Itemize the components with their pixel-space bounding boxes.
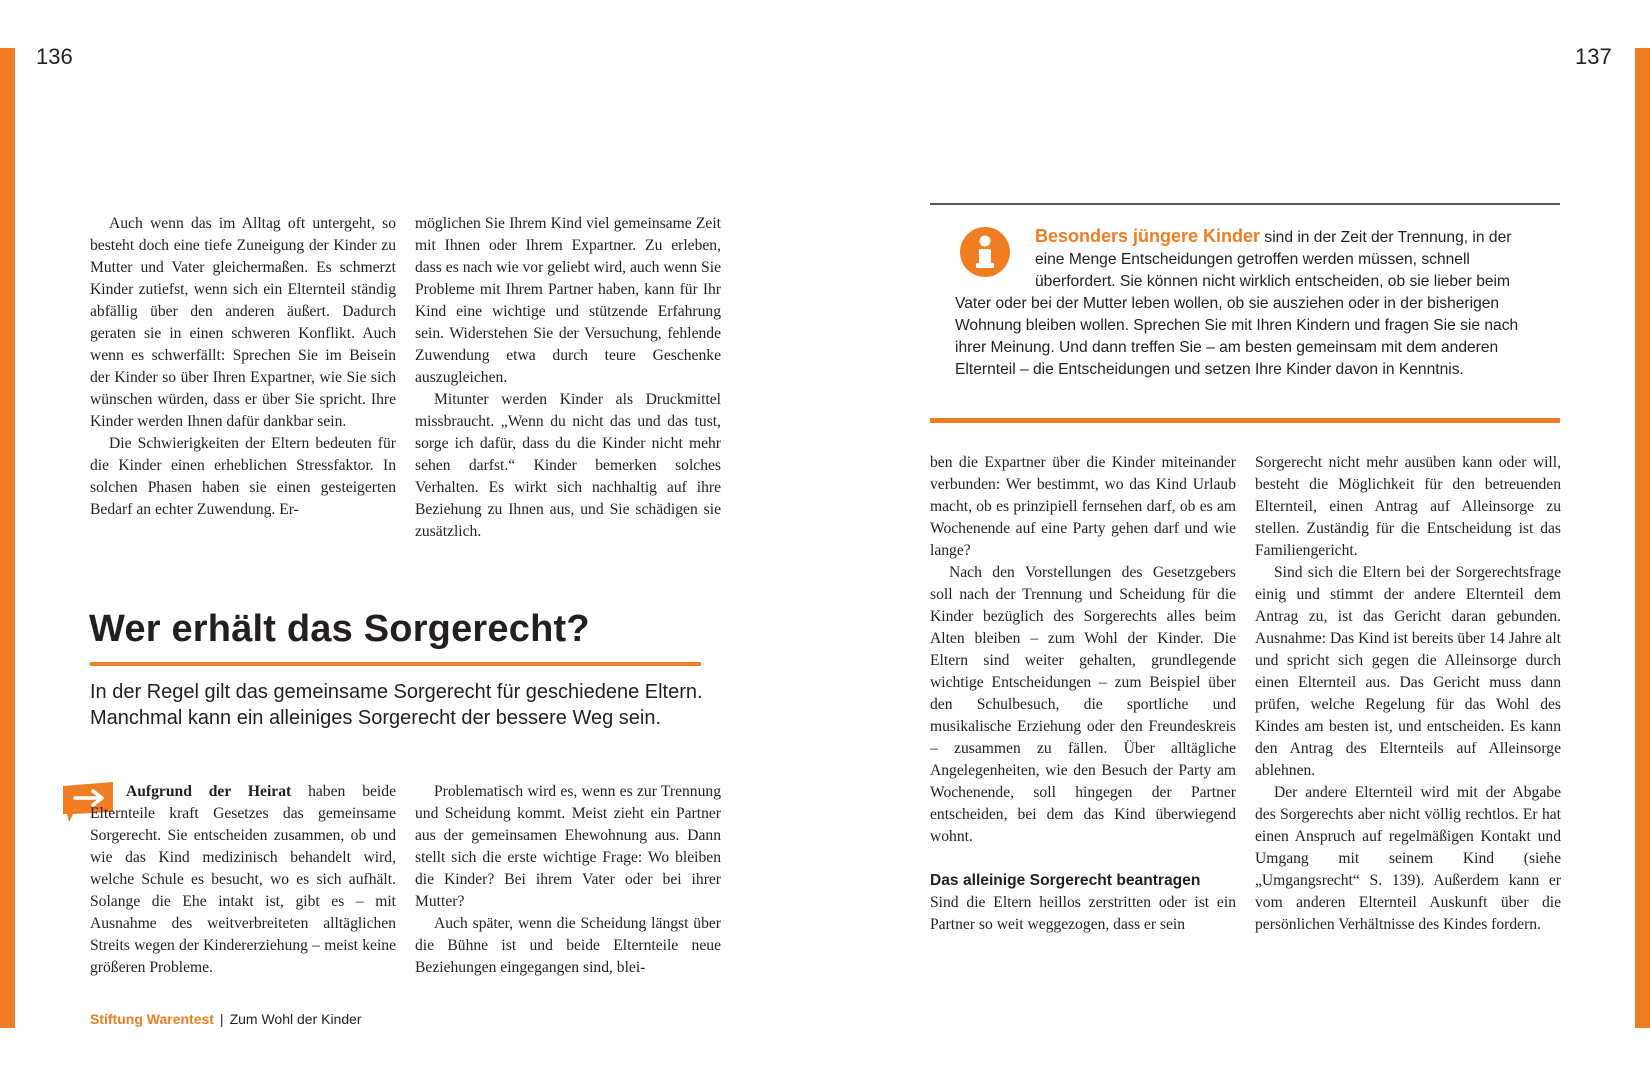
- footer-brand: Stiftung Warentest: [90, 1011, 214, 1027]
- text-column-4: [415, 781, 721, 979]
- info-box: [930, 203, 1560, 425]
- info-box-bottom-rule: [930, 418, 1560, 423]
- text-column-3: [90, 781, 396, 979]
- paragraph: Auch wenn das im Alltag oft untergeht, so besteht doch eine tiefe Zuneigung der Kinder zu Mutter und Vater gleichermaßen. Es schmerzt Kinder zutiefst, wenn sich ein Elternteil ständig abfällig über den anderen äußert. Dadurch geraten sie in einen schweren Konflikt. Auch wenn es schwerfällt: Sprechen Sie im Beisein der Kinder so über Ihren Expartner, wie Sie sich wünschen würden, dass er über Sie spricht. Ihre Kinder werden Ihnen dafür dankbar sein.: [90, 215, 396, 430]
- footer-separator: |: [219, 1011, 224, 1027]
- text-column-1: [90, 213, 396, 521]
- left-edge-bar: [0, 48, 15, 1028]
- page-number-left: 136: [36, 44, 73, 69]
- paragraph: Der andere Elternteil wird mit der Abgabe des Sorgerechts aber nicht völlig rechtlos. Er hat einen Anspruch auf regelmäßigen Kontakt und Umgang mit seinem Kind (siehe „Umgangsrecht“ S. 139). Außerdem kann er vom anderen Elternteil Auskunft über die persönlichen Verhältnisse des Kindes fordern.: [1255, 784, 1561, 933]
- info-box-top-rule: [930, 203, 1560, 205]
- paragraph: Die Schwierigkeiten der Eltern bedeuten für die Kinder einen erheblichen Stressfaktor. In solchen Phasen haben sie einen gesteigerten Bedarf an echter Zuwendung. Er-: [90, 435, 396, 518]
- info-box-text: [955, 225, 1525, 381]
- paragraph: Nach den Vorstellungen des Gesetzgebers soll nach der Trennung und Scheidung für die Kinder bezüglich des Sorgerechts alles beim Alten bleiben – zum Wohl der Kinder. Die Eltern sind weiter gehalten, grundlegende wichtige Entscheidungen – zum Beispiel über den Schulbesuch, die sportliche und musikalische Erziehung oder den Freundeskreis – zusammen zu fällen. Über alltägliche Angelegenheiten, wie den Besuch der Party am Wochenende, soll hingegen der Partner entscheiden, bei dem das Kind überwiegend wohnt.: [930, 564, 1236, 845]
- paragraph: [90, 781, 396, 979]
- page-number-right: 137: [1575, 44, 1612, 69]
- paragraph: Mitunter werden Kinder als Druckmittel missbraucht. „Wenn du nicht das und das tust, sorge ich dafür, dass du die Kinder nicht mehr sehen darfst.“ Kinder bemerken solches Verhalten. Es wirkt sich nachhaltig auf ihre Beziehung zu Ihnen aus, und Sie schädigen sie zusätzlich.: [415, 391, 721, 540]
- paragraph: Sind die Eltern heillos zerstritten oder ist ein Partner so weit weggezogen, dass er sein: [930, 894, 1236, 933]
- paragraph: Sind sich die Eltern bei der Sorgerechtsfrage einig und stimmt der andere Elternteil dem Antrag zu, ist das Gericht daran gebunden. Ausnahme: Das Kind ist bereits über 14 Jahre alt und spricht sich gegen die Alleinsorge durch einen Elternteil aus. Das Gericht muss dann prüfen, welche Regelung für das Wohl des Kindes am besten ist, und entscheiden. Es kann den Antrag des Elternteils auf Alleinsorge ablehnen.: [1255, 564, 1561, 779]
- section-title: Wer erhält das Sorgerecht?: [89, 608, 590, 650]
- paragraph: Auch später, wenn die Scheidung längst über die Bühne ist und beide Elternteile neue Beziehungen eingegangen sind, blei-: [415, 915, 721, 976]
- paragraph-text: haben beide Elternteile kraft Gesetzes das gemeinsame Sorgerecht. Sie entscheiden zusammen, ob und wie das Kind medizinisch behandelt wird, welche Schule es besucht, wo es sich aufhält. Solange die Ehe intakt ist, gibt es – mit Ausnahme des weitverbreiteten alltäglichen Streits wegen der Kindererziehung – meist keine größeren Probleme.: [90, 783, 396, 976]
- paragraph: Sorgerecht nicht mehr ausüben kann oder will, besteht die Möglichkeit für den betreuenden Elternteil, einen Antrag auf Alleinsorge zu stellen. Zuständig für die Entscheidung ist das Familiengericht.: [1255, 454, 1561, 559]
- paragraph: ben die Expartner über die Kinder miteinander verbunden: Wer bestimmt, wo das Kind Urlaub macht, ob es prinzipiell fernsehen darf, ob es am Wochenende auf eine Party gehen darf und wie lange?: [930, 454, 1236, 559]
- footer-title: Zum Wohl der Kinder: [229, 1011, 362, 1027]
- info-box-highlight: Besonders jüngere Kinder: [1035, 226, 1261, 246]
- text-column-5: [930, 452, 1236, 936]
- info-box-body: sind in der Zeit der Trennung, in der eine Menge Entscheidungen getroffen werden müssen, schnell überfordert. Sie können nicht wirklich entscheiden, ob sie lieber beim Vater oder bei der Mutter leben wollen, ob sie ausziehen oder in der bisherigen Wohnung bleiben wollen. Sprechen Sie mit Ihren Kindern und fragen Sie sie nach ihrer Meinung. Und dann treffen Sie – am besten gemeinsam mit dem anderen Elternteil – die Entscheidungen und setzen Ihre Kinder davon in Kenntnis.: [955, 229, 1519, 378]
- paragraph: möglichen Sie Ihrem Kind viel gemeinsame Zeit mit Ihnen oder Ihrem Expartner. Zu erleben, dass es nach wie vor geliebt wird, auch wenn Sie Probleme mit Ihrem Partner haben, kann für Ihr Kind eine wichtige und stützende Erfahrung sein. Widerstehen Sie der Versuchung, fehlende Zuwendung etwa durch teure Geschenke auszugleichen.: [415, 215, 721, 386]
- section-lead: In der Regel gilt das gemeinsame Sorgerecht für geschiedene Eltern. Manchmal kann ein alleiniges Sorgerecht der bessere Weg sein.: [90, 681, 703, 729]
- info-icon: [958, 225, 1012, 279]
- subheading: Das alleinige Sorgerecht beantragen: [930, 872, 1201, 889]
- paragraph: Problematisch wird es, wenn es zur Trennung und Scheidung kommt. Meist zieht ein Partner aus der gemeinsamen Ehewohnung aus. Dann stellt sich die erste wichtige Frage: Wo bleiben die Kinder? Bei ihrem Vater oder bei ihrer Mutter?: [415, 783, 721, 910]
- right-edge-bar: [1635, 48, 1650, 1028]
- text-column-2: [415, 213, 721, 543]
- section-rule: [90, 662, 701, 666]
- text-column-6: [1255, 452, 1561, 936]
- lead-in: Aufgrund der Heirat: [126, 783, 292, 800]
- footer: [90, 1011, 362, 1027]
